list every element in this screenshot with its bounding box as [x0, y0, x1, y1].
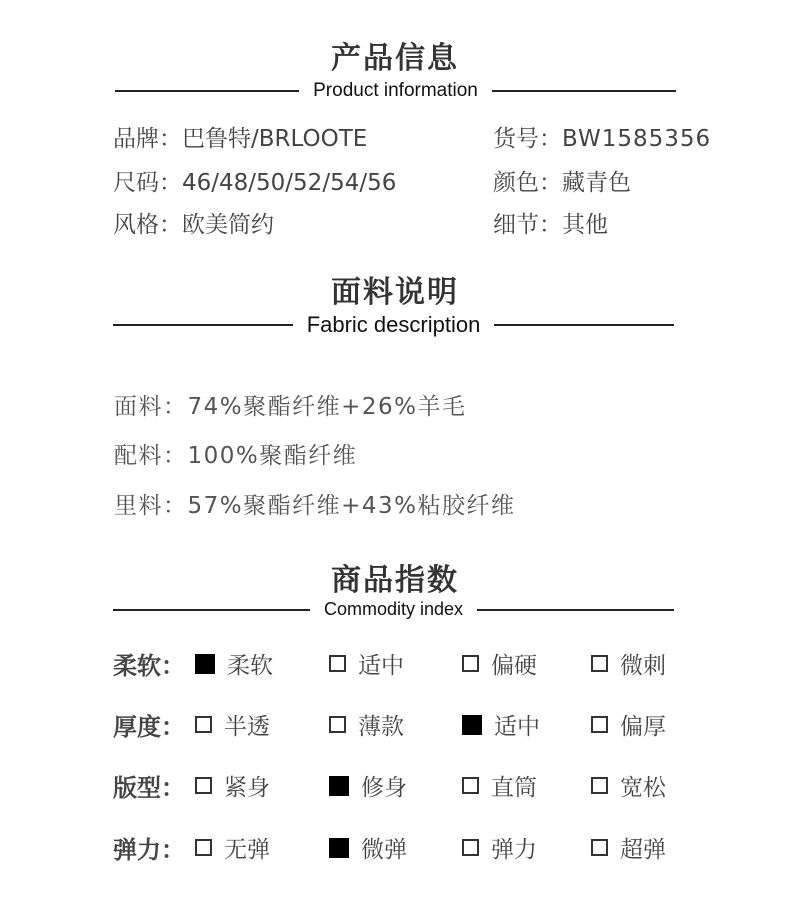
commodity-index-subtitle-row: [113, 599, 674, 620]
info-style: [113, 206, 274, 239]
info-color-label: 颜色：: [493, 170, 562, 196]
softness-option: [329, 647, 404, 680]
softness-option-label: 偏硬: [491, 653, 537, 679]
fit-option-label: 宽松: [620, 775, 666, 801]
unchecked-box-icon: [462, 839, 479, 856]
info-style-value: 欧美简约: [182, 212, 274, 238]
checked-box-icon: [462, 715, 482, 735]
unchecked-box-icon: [195, 777, 212, 794]
info-detail-value: 其他: [562, 212, 608, 238]
info-detail-label: 细节：: [493, 212, 562, 238]
fabric-title: 面料说明: [331, 275, 459, 310]
unchecked-box-icon: [329, 655, 346, 672]
info-brand-label: 品牌：: [113, 126, 182, 152]
info-size-value: 46/48/50/52/54/56: [182, 170, 397, 196]
info-brand: [113, 120, 367, 153]
product-info-subtitle-row: [115, 80, 676, 102]
commodity-index-title: 商品指数: [331, 563, 459, 598]
fabric-subtitle-row: [113, 312, 674, 338]
unchecked-box-icon: [591, 839, 608, 856]
unchecked-box-icon: [195, 716, 212, 733]
fit-label: 版型：: [113, 774, 185, 802]
elasticity-option-label: 超弹: [620, 837, 666, 863]
elasticity-option-label: 弹力: [491, 837, 537, 863]
unchecked-box-icon: [195, 839, 212, 856]
info-item-number: [493, 120, 711, 153]
softness-option: [591, 647, 666, 680]
checked-box-icon: [195, 654, 215, 674]
product-info-title: 产品信息: [331, 41, 459, 76]
elasticity-option-label: 无弹: [224, 837, 270, 863]
divider-right: [492, 90, 676, 92]
thickness-option: [591, 708, 666, 741]
info-item-number-label: 货号：: [493, 126, 562, 152]
elasticity-option: [462, 831, 537, 864]
info-style-label: 风格：: [113, 212, 182, 238]
fit-option-label: 修身: [361, 775, 407, 801]
fit-option: [462, 769, 537, 802]
info-brand-value: 巴鲁特/BRLOOTE: [182, 126, 368, 152]
fit-option: [329, 769, 407, 802]
elasticity-label: 弹力：: [113, 836, 185, 864]
unchecked-box-icon: [591, 655, 608, 672]
fabric-accessory-line: 配料：100%聚酯纤维: [114, 443, 358, 469]
thickness-option-label: 适中: [494, 714, 540, 740]
softness-option: [462, 647, 537, 680]
thickness-option-label: 薄款: [358, 714, 404, 740]
info-size-label: 尺码：: [113, 170, 182, 196]
fabric-subtitle: Fabric description: [306, 312, 481, 337]
thickness-option: [462, 708, 540, 741]
elasticity-option: [195, 831, 270, 864]
info-color: [493, 164, 631, 197]
softness-label: 柔软：: [113, 652, 185, 680]
softness-option-label: 微刺: [620, 653, 666, 679]
softness-option-label: 适中: [358, 653, 404, 679]
elasticity-option: [329, 831, 407, 864]
info-detail: [493, 206, 608, 239]
fabric-lining-line: 里料：57%聚酯纤维+43%粘胶纤维: [114, 493, 516, 519]
unchecked-box-icon: [329, 716, 346, 733]
info-color-value: 藏青色: [562, 170, 631, 196]
fit-option: [591, 769, 666, 802]
divider-left: [113, 609, 310, 611]
checked-box-icon: [329, 838, 349, 858]
divider-left: [113, 324, 293, 326]
softness-option: [195, 647, 273, 680]
thickness-option-label: 偏厚: [620, 714, 666, 740]
unchecked-box-icon: [591, 777, 608, 794]
unchecked-box-icon: [462, 777, 479, 794]
thickness-option-label: 半透: [224, 714, 270, 740]
divider-right: [477, 609, 674, 611]
info-size: [113, 164, 396, 197]
thickness-label: 厚度：: [113, 713, 185, 741]
commodity-index-subtitle: Commodity index: [323, 599, 464, 619]
product-info-subtitle: Product information: [313, 80, 478, 101]
fit-option: [195, 769, 270, 802]
elasticity-option-label: 微弹: [361, 837, 407, 863]
fit-option-label: 直筒: [491, 775, 537, 801]
fabric-main-line: 面料：74%聚酯纤维+26%羊毛: [114, 394, 467, 420]
info-item-number-value: BW1585356: [562, 126, 712, 152]
checked-box-icon: [329, 776, 349, 796]
fit-option-label: 紧身: [224, 775, 270, 801]
unchecked-box-icon: [591, 716, 608, 733]
thickness-option: [195, 708, 270, 741]
softness-option-label: 柔软: [227, 653, 273, 679]
divider-right: [494, 324, 674, 326]
unchecked-box-icon: [462, 655, 479, 672]
thickness-option: [329, 708, 404, 741]
elasticity-option: [591, 831, 666, 864]
divider-left: [115, 90, 299, 92]
